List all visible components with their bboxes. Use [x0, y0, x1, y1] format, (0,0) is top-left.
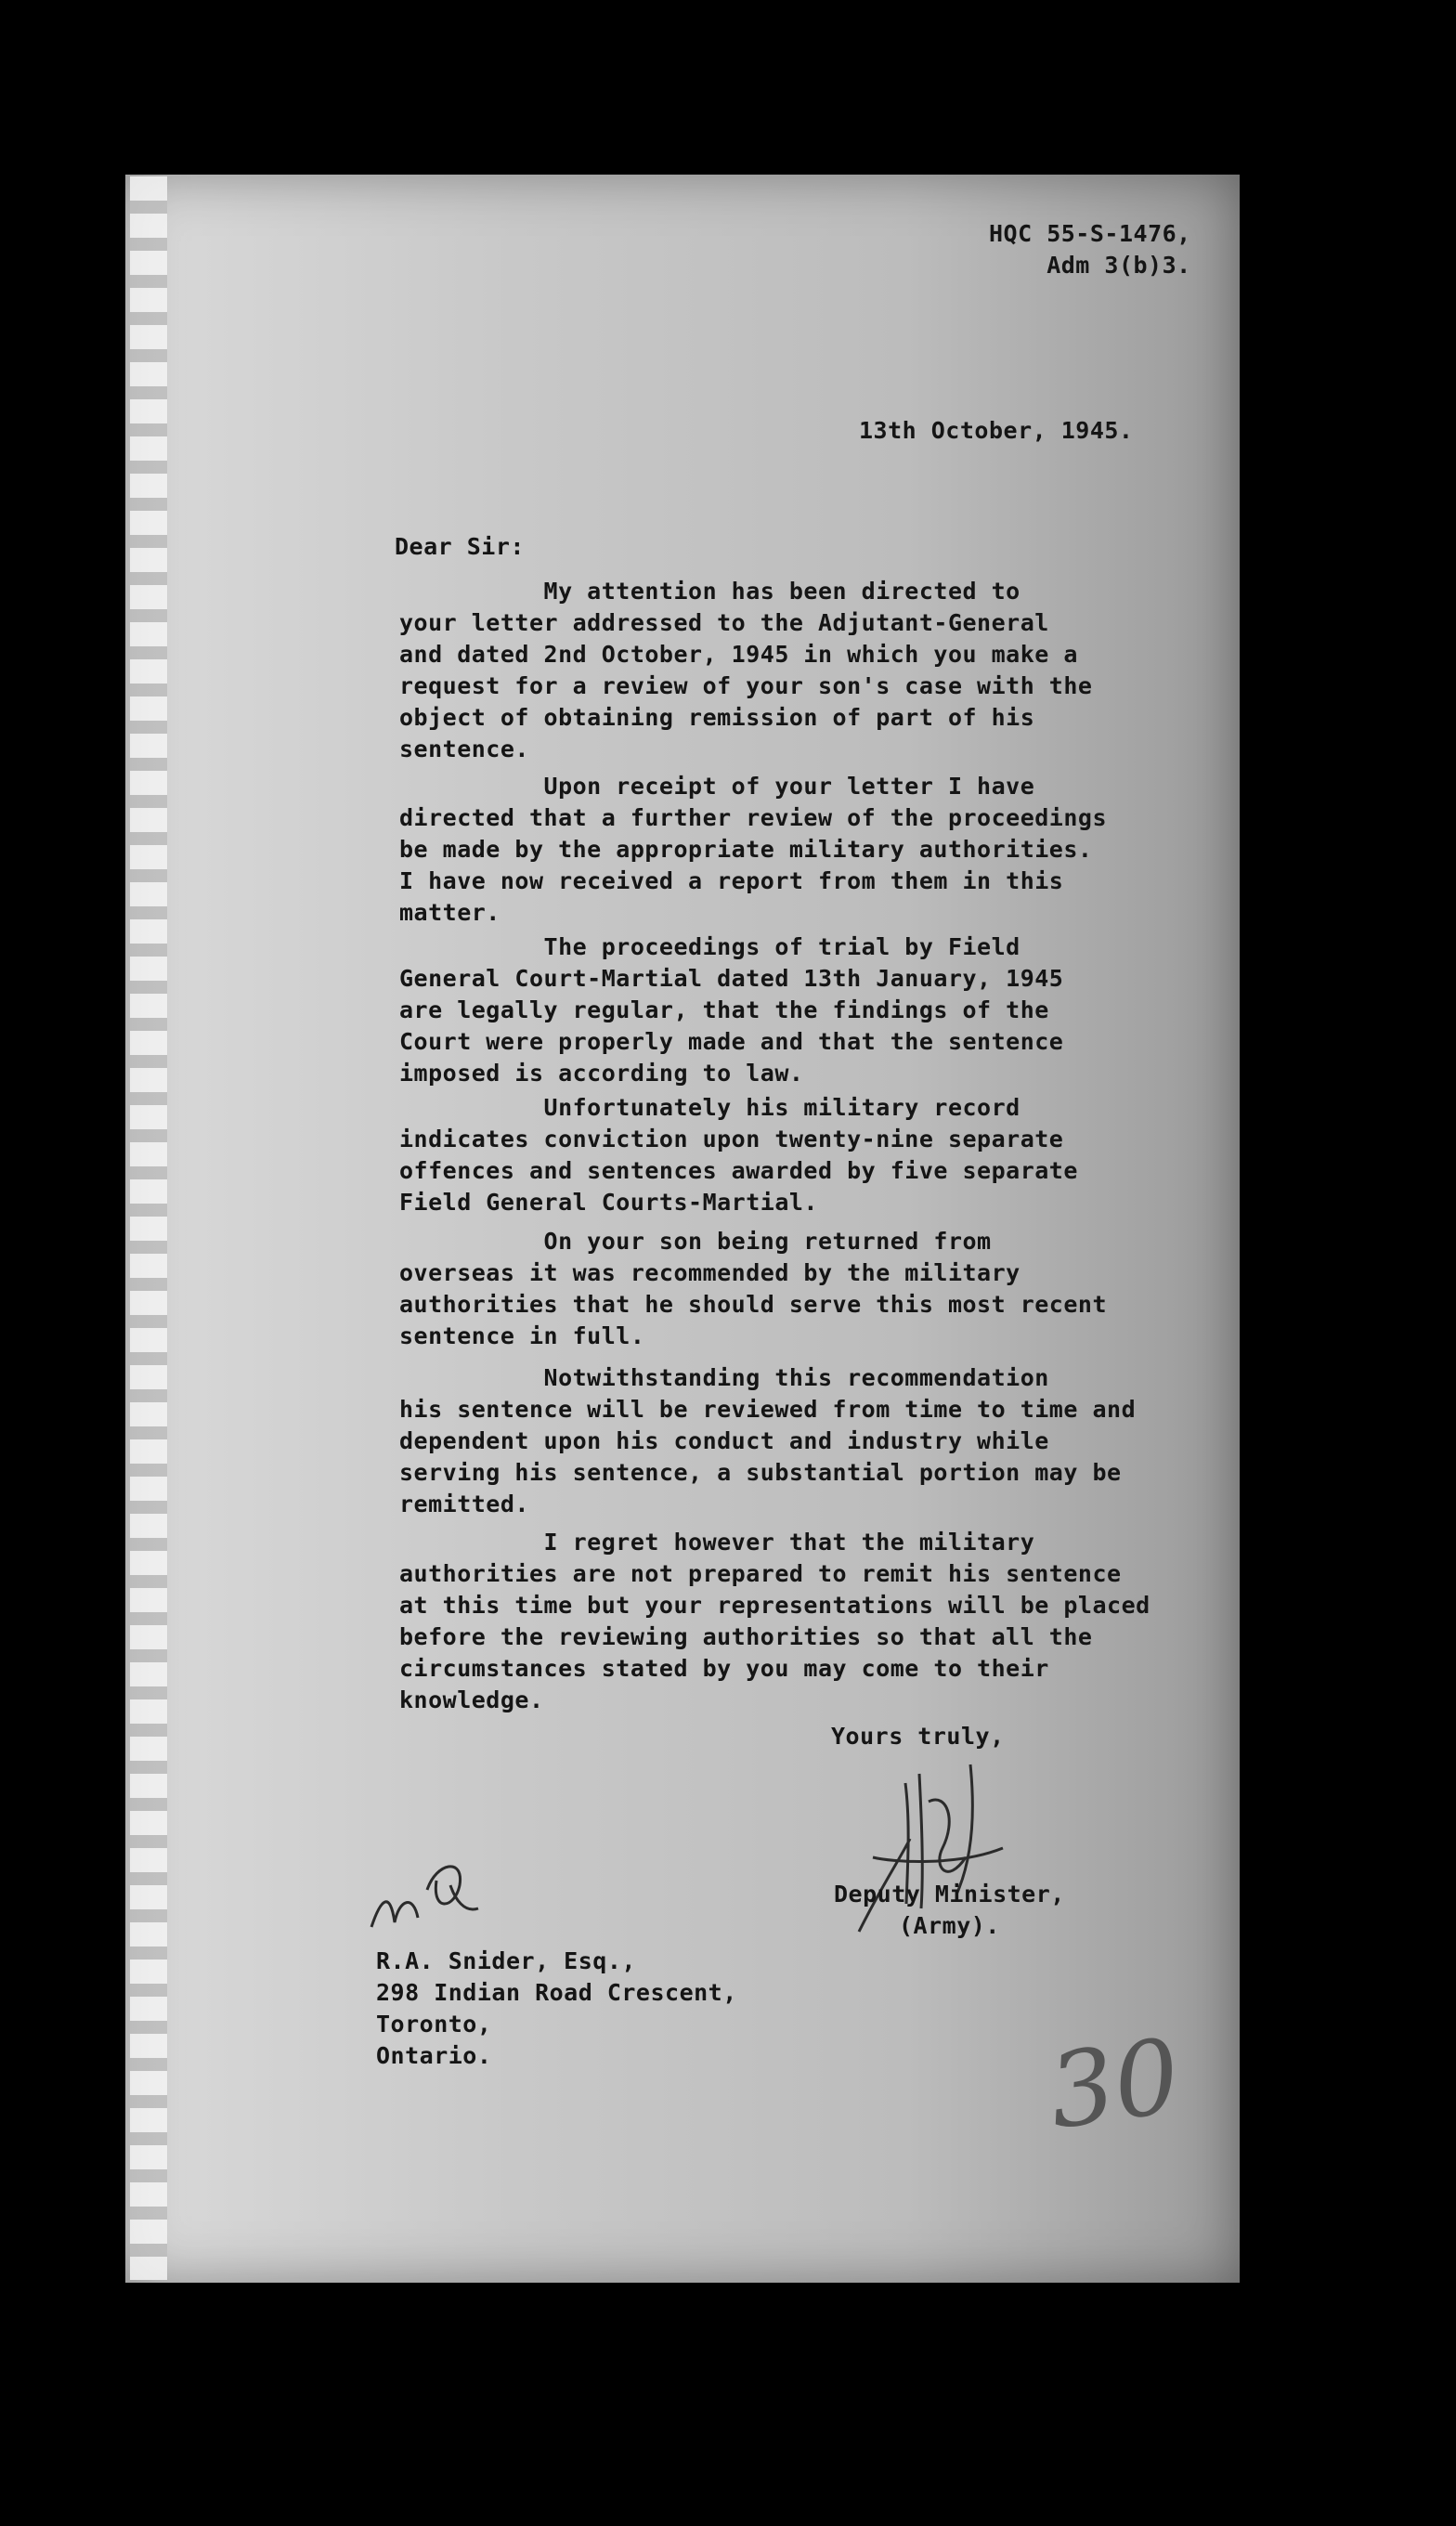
reference-line-2: Adm 3(b)3.	[1046, 252, 1191, 279]
salutation: Dear Sir:	[395, 533, 525, 560]
paragraph-2: Upon receipt of your letter I have directed that a further review of the proceedings be made by the appropriate military authorities. I have now received a report from them in this matter.	[399, 773, 1108, 926]
signature-title-line-2: (Army).	[899, 1912, 1000, 1939]
file-reference	[989, 218, 1191, 281]
paragraph-5: On your son being returned from overseas it was recommended by the military authorities that he should serve this most recent sentence in full.	[399, 1228, 1108, 1349]
address-line-2: 298 Indian Road Crescent,	[376, 1979, 737, 2006]
reference-line-1: HQC 55-S-1476,	[989, 220, 1191, 247]
paragraph-6: Notwithstanding this recommendation his sentence will be reviewed from time to time and dependent upon his conduct and industry while serving his sentence, a substantial portion may be remitted.	[399, 1364, 1137, 1517]
address-line-3: Toronto,	[376, 2011, 492, 2038]
letter-date: 13th October, 1945.	[859, 417, 1134, 444]
paragraph-7: I regret however that the military authorities are not prepared to remit his sentence at this time but your representations will be placed before the reviewing authorities so that all the circumstances stated by you may come to their knowledge.	[399, 1529, 1150, 1713]
signature	[817, 1746, 1031, 1978]
initials	[362, 1843, 501, 1946]
closing: Yours truly,	[831, 1723, 1005, 1750]
perforated-edge	[130, 176, 167, 2280]
paragraph-1: My attention has been directed to your letter addressed to the Adjutant-General and dated 2nd October, 1945 in which you make a request for a review of your son's case with the object of obtaining remission of part of his sentence.	[399, 578, 1093, 762]
paragraph-3: The proceedings of trial by Field General Court-Martial dated 13th January, 1945 are legally regular, that the findings of the Court were properly made and that the sentence imposed is according to law.	[399, 933, 1064, 1087]
recipient-address	[376, 1946, 737, 2072]
paragraph-4: Unfortunately his military record indicates conviction upon twenty-nine separate offences and sentences awarded by five separate Field General Courts-Martial.	[399, 1094, 1078, 1216]
address-line-1: R.A. Snider, Esq.,	[376, 1947, 636, 1974]
signature-title	[834, 1879, 1065, 1942]
page-number: 30	[1041, 2015, 1188, 2153]
signature-title-line-1: Deputy Minister,	[834, 1881, 1065, 1908]
address-line-4: Ontario.	[376, 2042, 492, 2069]
